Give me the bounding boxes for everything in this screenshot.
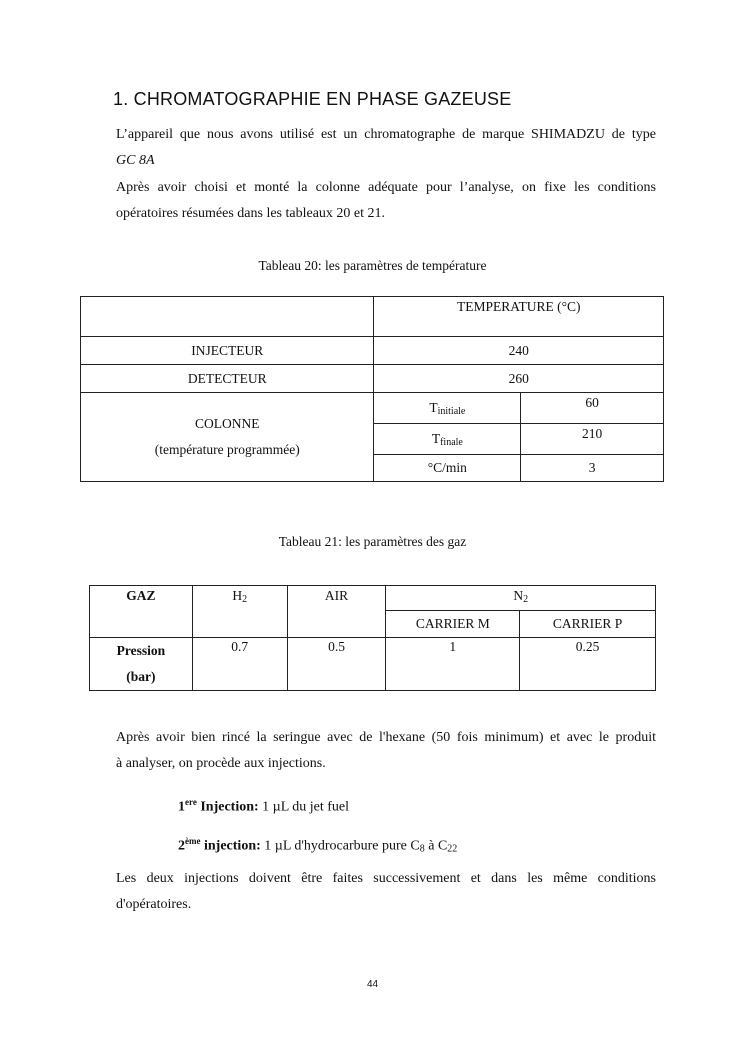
detecteur-label: DETECTEUR	[81, 365, 374, 393]
body-para2-line1: Les deux injections doivent être faites successivement et dans les même conditions	[116, 871, 656, 886]
colonne-cell	[81, 393, 374, 482]
t-initiale-label	[374, 393, 521, 424]
section-heading	[113, 89, 511, 110]
intro-line-1: L’appareil que nous avons utilisé est un chromatographe de marque SHIMADZU de type	[116, 127, 656, 142]
pression-cell	[90, 638, 193, 691]
table21-caption: Tableau 21: les paramètres des gaz	[278, 534, 467, 549]
h2-value: 0.7	[192, 638, 287, 691]
carrier-m-value: 1	[386, 638, 520, 691]
intro-line-4: opératoires résumées dans les tableaux 20 et 21.	[116, 206, 386, 221]
intro-line-3: Après avoir choisi et monté la colonne adéquate pour l’analyse, on fixe les conditions	[116, 180, 656, 195]
inj1-num: 1	[178, 799, 185, 815]
t-finale-sub: finale	[440, 436, 463, 448]
page-number: 44	[366, 979, 379, 990]
rate-label: °C/min	[374, 455, 521, 482]
carrier-m-label: CARRIER M	[386, 611, 520, 638]
t-finale-base: T	[431, 430, 441, 446]
t-finale-value: 210	[521, 424, 664, 455]
rate-value: 3	[521, 455, 664, 482]
table20-caption: Tableau 20: les paramètres de température	[258, 258, 487, 273]
gas-table	[89, 585, 656, 691]
n2-sub: 2	[523, 594, 529, 605]
inj2-c8: 8	[419, 843, 425, 855]
injecteur-value: 240	[374, 337, 664, 365]
h2-sub: 2	[242, 594, 248, 605]
body-para2-line2: d'opératoires.	[116, 897, 192, 912]
section-number: 1.	[113, 89, 129, 109]
carrier-p-value: 0.25	[520, 638, 656, 691]
t-initiale-value: 60	[521, 393, 664, 424]
table20-header: TEMPERATURE (°C)	[374, 297, 664, 337]
inj2-text: 1 µL d'hydrocarbure pure C	[260, 838, 420, 854]
inj2-c22: 22	[447, 843, 458, 855]
inj2-sup: ème	[185, 836, 201, 846]
section-title: CHROMATOGRAPHIE EN PHASE GAZEUSE	[133, 89, 512, 109]
n2-base: N	[513, 588, 524, 603]
n2-label	[386, 586, 656, 611]
carrier-p-label: CARRIER P	[520, 611, 656, 638]
pression-label: Pression	[116, 643, 166, 658]
table20-empty-header	[81, 297, 374, 337]
inj2-mid: à C	[424, 838, 448, 854]
detecteur-value: 260	[374, 365, 664, 393]
intro-line-2: GC 8A	[116, 153, 155, 168]
body-para1-line2: à analyser, on procède aux injections.	[116, 756, 326, 771]
gaz-label: GAZ	[90, 586, 193, 638]
h2-base: H	[232, 588, 243, 603]
t-initiale-sub: initiale	[437, 405, 466, 417]
inj2-bold: injection:	[200, 838, 261, 854]
air-value: 0.5	[287, 638, 386, 691]
injection-1	[178, 789, 349, 821]
colonne-sub: (température programmée)	[154, 442, 300, 457]
t-initiale-base: T	[429, 399, 438, 415]
t-finale-label	[374, 424, 521, 455]
pression-unit: (bar)	[126, 669, 156, 684]
temperature-table	[80, 296, 664, 482]
colonne-label: COLONNE	[194, 416, 260, 431]
injection-2	[178, 828, 457, 863]
inj1-sup: ere	[185, 797, 197, 807]
h2-label	[192, 586, 287, 638]
air-label: AIR	[287, 586, 386, 638]
inj1-bold: Injection:	[196, 799, 259, 815]
body-para1-line1: Après avoir bien rincé la seringue avec de l'hexane (50 fois minimum) et avec le produit	[116, 730, 656, 745]
inj1-text: 1 µL du jet fuel	[258, 799, 350, 815]
injecteur-label: INJECTEUR	[81, 337, 374, 365]
inj2-num: 2	[178, 838, 185, 854]
